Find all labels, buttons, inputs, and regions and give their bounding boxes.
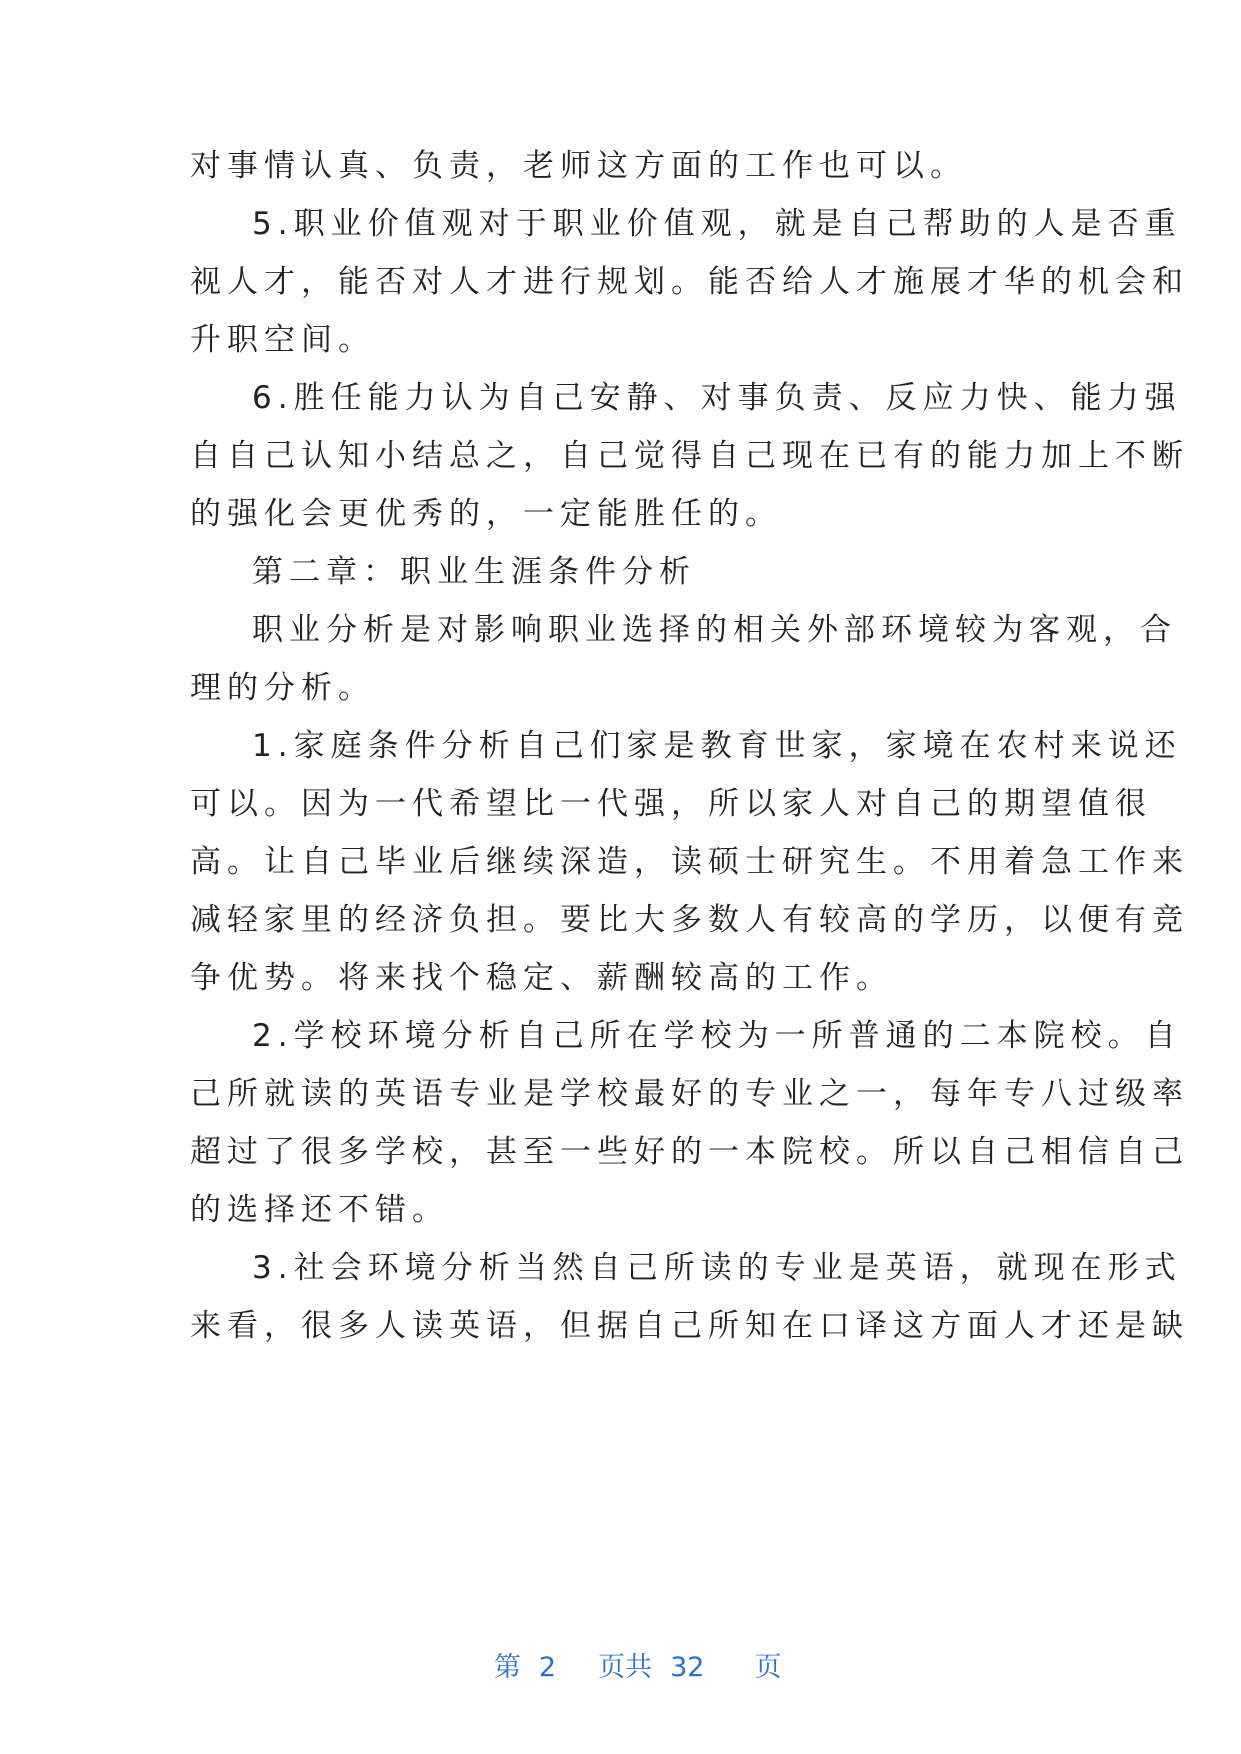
text-line: 职业分析是对影响职业选择的相关外部环境较为客观，合 [252, 612, 1177, 648]
chapter-heading: 第二章：职业生涯条件分析 [252, 554, 696, 590]
text-line: 自自己认知小结总之，自己觉得自己现在已有的能力加上不断 [190, 438, 1189, 474]
text-line: 超过了很多学校，甚至一些好的一本院校。所以自己相信自己 [190, 1134, 1189, 1170]
page-footer [0, 1608, 1241, 1683]
text-line: 3.社会环境分析当然自己所读的专业是英语，就现在形式 [252, 1250, 1182, 1286]
text-line: 的选择还不错。 [190, 1192, 449, 1228]
footer-prefix: 第 [493, 1652, 521, 1683]
text-line: 5.职业价值观对于职业价值观，就是自己帮助的人是否重 [252, 206, 1182, 242]
text-line: 减轻家里的经济负担。要比大多数人有较高的学历，以便有竞 [190, 902, 1189, 938]
text-line: 己所就读的英语专业是学校最好的专业之一，每年专八过级率 [190, 1076, 1189, 1112]
text-line: 1.家庭条件分析自己们家是教育世家，家境在农村来说还 [252, 728, 1182, 764]
text-line: 视人才，能否对人才进行规划。能否给人才施展才华的机会和 [190, 264, 1189, 300]
footer-suffix: 页 [754, 1652, 782, 1683]
total-pages-number: 32 [670, 1652, 705, 1683]
text-line: 高。让自己毕业后继续深造，读硕士研究生。不用着急工作来 [190, 844, 1189, 880]
footer-middle: 页共 [598, 1652, 653, 1683]
text-line: 6.胜任能力认为自己安静、对事负责、反应力快、能力强 [252, 380, 1182, 416]
text-line: 争优势。将来找个稳定、薪酬较高的工作。 [190, 960, 893, 996]
text-line: 2.学校环境分析自己所在学校为一所普通的二本院校。自 [252, 1018, 1182, 1054]
text-line: 来看，很多人读英语，但据自己所知在口译这方面人才还是缺 [190, 1308, 1189, 1344]
text-line: 的强化会更优秀的，一定能胜任的。 [190, 496, 782, 532]
text-line: 升职空间。 [190, 322, 375, 358]
text-line: 理的分析。 [190, 670, 375, 706]
current-page-number: 2 [538, 1652, 557, 1683]
text-line: 对事情认真、负责，老师这方面的工作也可以。 [190, 148, 967, 184]
text-line: 可以。因为一代希望比一代强，所以家人对自己的期望值很 [190, 786, 1152, 822]
